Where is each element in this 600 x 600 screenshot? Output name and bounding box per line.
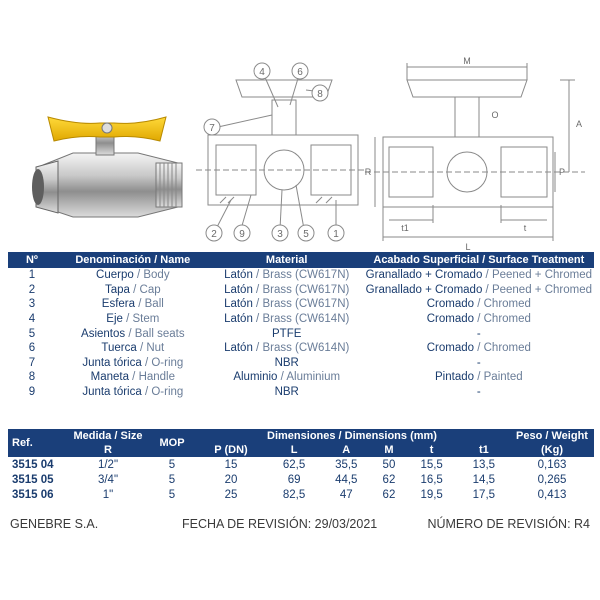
callout-6: 6 <box>297 67 303 78</box>
part-name-es: Junta tórica <box>82 356 142 369</box>
cell-m: 62 <box>382 473 396 486</box>
callout-1: 1 <box>333 229 339 240</box>
dim-label-t: t <box>523 223 527 233</box>
table-row <box>8 297 594 312</box>
col-header-size: Medida / Size <box>66 429 150 443</box>
company-name: GENEBRE S.A. <box>10 517 99 531</box>
callout-8: 8 <box>317 89 323 100</box>
part-finish-en: Painted <box>483 371 523 384</box>
table-row <box>8 283 594 298</box>
part-material-es: NBR <box>274 356 299 369</box>
part-finish-es: Granallado + Cromado <box>365 269 483 282</box>
col-header-a: A <box>320 443 372 457</box>
part-material: Latón / Brass (CW614N) <box>224 342 350 355</box>
cell-mop: 5 <box>168 473 176 486</box>
cell-t1: 13,5 <box>472 458 496 471</box>
row-number: 2 <box>28 283 36 296</box>
part-material-es: Latón <box>224 342 253 355</box>
part-material-es: PTFE <box>272 327 302 340</box>
part-material <box>210 326 364 341</box>
row-number: 3 <box>28 298 36 311</box>
part-finish-en: Peened + Chromed <box>491 269 592 282</box>
cell-m: 50 <box>382 458 396 471</box>
table-row <box>8 457 594 472</box>
cell-p: 15 <box>224 458 238 471</box>
part-name: Junta tórica / O-ring <box>82 356 184 369</box>
row-number: 1 <box>28 269 36 282</box>
part-material: Latón / Brass (CW617N) <box>224 298 350 311</box>
table-row <box>8 268 594 283</box>
part-finish-es: Cromado <box>426 313 475 326</box>
part-name: Junta tórica / O-ring <box>82 386 184 399</box>
part-finish-es: Cromado <box>426 298 475 311</box>
cell-m: 62 <box>382 488 396 501</box>
part-material <box>210 356 364 371</box>
part-material-en: Aluminium <box>286 371 341 384</box>
col-header-p: P (DN) <box>194 443 268 457</box>
cell-l: 62,5 <box>282 458 306 471</box>
part-finish <box>364 356 594 371</box>
cell-size: 3/4" <box>97 473 119 486</box>
part-finish-es: Cromado <box>426 342 475 355</box>
col-header-l: L <box>268 443 320 457</box>
part-name: Asientos / Ball seats <box>81 327 185 340</box>
col-header-number: Nº <box>8 252 56 268</box>
row-number: 7 <box>28 356 36 369</box>
table-row <box>8 356 594 371</box>
part-finish <box>364 385 594 400</box>
part-material-es: Aluminio <box>233 371 278 384</box>
valve-photo <box>28 95 188 235</box>
cell-ref: 3515 06 <box>12 488 54 501</box>
cell-mop: 5 <box>168 488 176 501</box>
col-header-name: Denominación / Name <box>56 252 210 268</box>
cell-t: 15,5 <box>420 458 443 471</box>
part-name-es: Junta tórica <box>82 386 142 399</box>
cell-l: 69 <box>287 473 301 486</box>
part-name-en: Ball seats <box>134 327 185 340</box>
cell-p: 20 <box>224 473 238 486</box>
cell-w: 0,265 <box>537 473 567 486</box>
callout-5: 5 <box>303 229 309 240</box>
part-material-es: Latón <box>224 313 253 326</box>
cell-p: 25 <box>224 488 238 501</box>
part-name-en: O-ring <box>151 356 184 369</box>
part-name-en: O-ring <box>151 386 184 399</box>
part-finish-en: Chromed <box>483 342 531 355</box>
part-name-en: Ball <box>144 298 164 311</box>
part-finish <box>364 326 594 341</box>
part-name-es: Cuerpo <box>96 269 134 282</box>
row-number: 4 <box>28 313 36 326</box>
part-finish: Pintado / Painted <box>435 371 523 384</box>
callout-4: 4 <box>259 67 265 78</box>
section-drawing <box>196 55 366 255</box>
part-material-en: Brass (CW617N) <box>262 269 350 282</box>
part-name: Esfera / Ball <box>101 298 164 311</box>
part-finish-en: Chromed <box>483 298 531 311</box>
table-row <box>8 341 594 356</box>
row-number: 6 <box>28 342 36 355</box>
callout-7: 7 <box>209 123 215 134</box>
dim-label-p: P <box>558 167 566 177</box>
col-header-finish: Acabado Superficial / Surface Treatment <box>364 252 594 268</box>
part-material <box>210 385 364 400</box>
part-finish-en: Chromed <box>483 313 531 326</box>
part-material: Latón / Brass (CW614N) <box>224 313 350 326</box>
table-row <box>8 370 594 385</box>
row-number: 5 <box>28 327 36 340</box>
table-row <box>8 385 594 400</box>
part-name-es: Eje <box>106 313 123 326</box>
col-header-t: t <box>406 443 458 457</box>
table-row <box>8 472 594 487</box>
part-finish-es: - <box>476 356 481 369</box>
part-name-en: Cap <box>139 283 161 296</box>
part-name-en: Handle <box>138 371 176 384</box>
part-name-es: Tapa <box>104 283 130 296</box>
revision-date: FECHA DE REVISIÓN: 29/03/2021 <box>182 517 378 531</box>
cell-t: 16,5 <box>420 473 443 486</box>
col-header-size-r: R <box>66 443 150 457</box>
part-material-es: NBR <box>274 386 299 399</box>
dimensions-header-row <box>8 429 594 443</box>
part-finish: Granallado + Cromado / Peened + Chromed <box>365 269 592 282</box>
dimensions-table <box>8 429 594 502</box>
dim-label-l: L <box>465 242 471 252</box>
dim-label-o: O <box>491 110 499 120</box>
col-header-material: Material <box>210 252 364 268</box>
part-name-en: Nut <box>146 342 165 355</box>
part-material-en: Brass (CW614N) <box>262 342 350 355</box>
part-name-es: Tuerca <box>101 342 137 355</box>
cell-mop: 5 <box>168 458 176 471</box>
part-material-es: Latón <box>224 269 253 282</box>
cell-t: 19,5 <box>420 488 443 501</box>
dimension-drawing <box>355 55 595 255</box>
materials-header-row <box>8 252 594 268</box>
row-number: 9 <box>28 386 36 399</box>
part-finish-es: - <box>476 327 481 340</box>
table-row <box>8 326 594 341</box>
table-row <box>8 312 594 327</box>
part-finish-es: - <box>476 386 481 399</box>
cell-a: 47 <box>339 488 353 501</box>
part-finish: Cromado / Chromed <box>426 342 531 355</box>
dim-label-r: R <box>364 167 372 177</box>
callout-9: 9 <box>239 229 245 240</box>
col-header-m: M <box>372 443 405 457</box>
part-material-en: Brass (CW617N) <box>262 298 350 311</box>
cell-size: 1" <box>102 488 114 501</box>
col-header-weight: Peso / Weight <box>510 429 594 443</box>
part-material: Aluminio / Aluminium <box>233 371 341 384</box>
part-name-es: Maneta <box>90 371 129 384</box>
part-name: Tapa / Cap <box>104 283 161 296</box>
part-name-es: Asientos <box>81 327 126 340</box>
cell-w: 0,413 <box>537 488 567 501</box>
cell-w: 0,163 <box>537 458 567 471</box>
part-finish-es: Pintado <box>435 371 475 384</box>
part-name: Maneta / Handle <box>90 371 176 384</box>
materials-table <box>8 252 594 399</box>
cell-t1: 14,5 <box>472 473 496 486</box>
part-material-es: Latón <box>224 298 253 311</box>
cell-size: 1/2" <box>97 458 119 471</box>
part-name: Tuerca / Nut <box>101 342 165 355</box>
dimensions-subheader-row <box>8 443 594 457</box>
part-material: Latón / Brass (CW617N) <box>224 269 350 282</box>
cell-a: 35,5 <box>335 458 358 471</box>
part-name-en: Stem <box>132 313 160 326</box>
cell-t1: 17,5 <box>472 488 496 501</box>
dim-label-t1: t1 <box>401 223 409 233</box>
col-header-t1: t1 <box>458 443 510 457</box>
callout-3: 3 <box>277 229 283 240</box>
part-finish-en: Peened + Chromed <box>491 283 592 296</box>
cell-ref: 3515 04 <box>12 458 54 471</box>
row-number: 8 <box>28 371 36 384</box>
part-finish: Cromado / Chromed <box>426 313 531 326</box>
callout-2: 2 <box>211 229 217 240</box>
dim-label-m: M <box>463 56 471 66</box>
cell-a: 44,5 <box>335 473 358 486</box>
cell-ref: 3515 05 <box>12 473 54 486</box>
part-material: Latón / Brass (CW617N) <box>224 283 350 296</box>
revision-number: NÚMERO DE REVISIÓN: R4 <box>427 517 590 531</box>
col-header-weight-kg: (Kg) <box>510 443 594 457</box>
part-material-es: Latón <box>224 283 253 296</box>
part-name: Cuerpo / Body <box>96 269 170 282</box>
dim-label-a: A <box>575 119 583 129</box>
part-finish-es: Granallado + Cromado <box>365 283 483 296</box>
part-name-es: Esfera <box>101 298 136 311</box>
part-finish: Granallado + Cromado / Peened + Chromed <box>365 283 592 296</box>
part-material-en: Brass (CW614N) <box>262 313 350 326</box>
col-header-mop: MOP <box>150 429 194 457</box>
part-finish: Cromado / Chromed <box>426 298 531 311</box>
part-name-en: Body <box>143 269 170 282</box>
table-row <box>8 487 594 502</box>
part-name: Eje / Stem <box>106 313 160 326</box>
cell-l: 82,5 <box>282 488 306 501</box>
figures-area <box>0 55 600 255</box>
part-material-en: Brass (CW617N) <box>262 283 350 296</box>
col-header-ref: Ref. <box>8 429 66 457</box>
col-header-dimensions: Dimensiones / Dimensions (mm) <box>194 429 510 443</box>
